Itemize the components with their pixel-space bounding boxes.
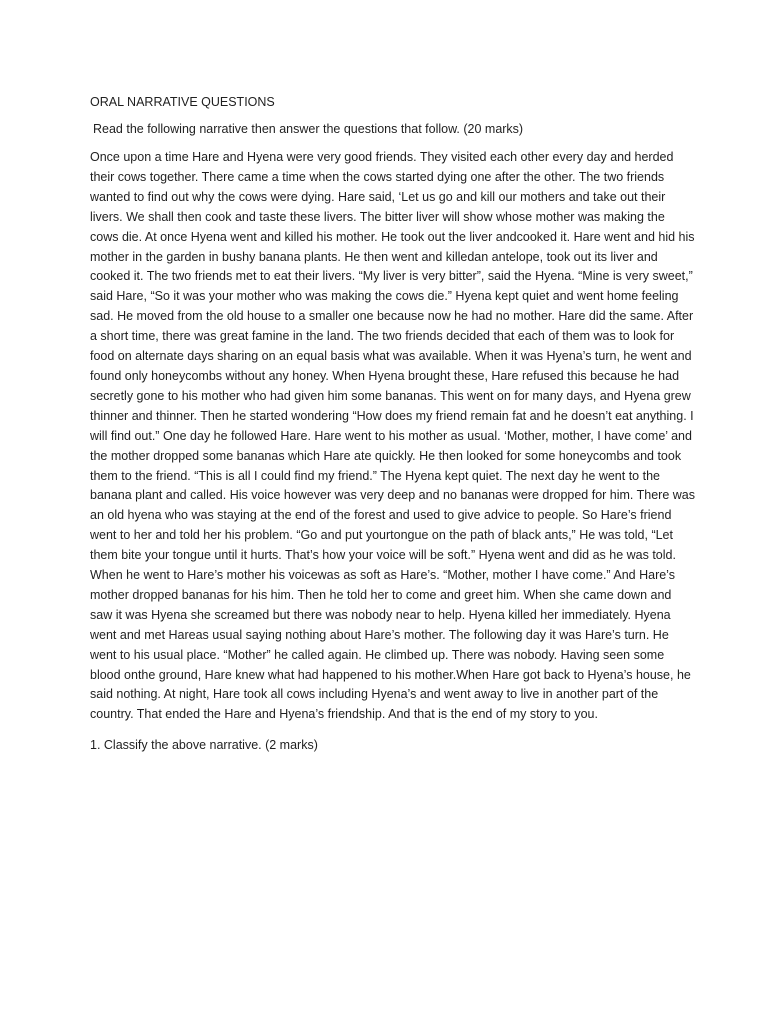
document-page: [90, 94, 695, 753]
instruction-text: Read the following narrative then answer the questions that follow. (20 marks): [93, 122, 524, 136]
question-1: 1. Classify the above narrative. (2 marks): [90, 738, 318, 753]
document-heading: ORAL NARRATIVE QUESTIONS: [90, 95, 275, 109]
narrative-paragraph: Once upon a time Hare and Hyena were very good friends. They visited each other every day and herded their cows together. There came a time when the cows started dying one after the other. The two friends wanted to find out why the cows were dying. Hare said, ‘Let us go and kill our mothers and take out their livers. We shall then cook and taste these livers. The bitter liver will show whose mother was making the cows die. At once Hyena went and killed his mother. He took out the liver andcooked it. Hare went and hid his mother in the garden in bushy banana plants. He then went and killedan antelope, took out its liver and cooked it. The two friends met to eat their livers. “My liver is very bitter”, said the Hyena. “Mine is very sweet,” said Hare, “So it was your mother who was making the cows die.” Hyena kept quiet and went home feeling sad. He moved from the old house to a smaller one because now he had no mother. Hare did the same. After a short time, there was great famine in the land. The two friends decided that each of them was to look for food on alternate days sharing on an equal basis what was available. When it was Hyena’s turn, he went and found only honeycombs without any honey. When Hyena brought these, Hare refused this because he had secretly gone to his mother who had given him some bananas. This went on for many days, and Hyena grew thinner and thinner. Then he started wondering “How does my friend remain fat and he doesn’t eat anything. I will find out.” One day he followed Hare. Hare went to his mother as usual. ‘Mother, mother, I have come’ and the mother dropped some bananas which Hare ate quickly. He then looked for some honeycombs and took them to the friend. “This is all I could find my friend.” The Hyena kept quiet. The next day he went to the banana plant and called. His voice however was very deep and no bananas were dropped for him. There was an old hyena who was staying at the end of the forest and used to give advice to people. So Hare’s friend went to her and told her his problem. “Go and put yourtongue on the path of black ants,” He was told, “Let them bite your tongue until it hurts. That’s how your voice will be soft.” Hyena went and did as he was told. When he went to Hare’s mother his voicewas as soft as Hare’s. “Mother, mother I have come.” And Hare’s mother dropped bananas for his him. Then he told her to come and greet him. When she came down and saw it was Hyena she screamed but there was nobody near to help. Hyena killed her immediately. Hyena went and met Hareas usual saying nothing about Hare’s mother. The following day it was Hare’s turn. He went to his usual place. “Mother” he called again. He climbed up. There was nobody. Having seen some blood onthe ground, Hare knew what had happened to his mother.When Hare got back to Hyena’s house, he said nothing. At night, Hare took all cows including Hyena’s and went away to live in another part of the country. That ended the Hare and Hyena’s friendship. And that is the end of my story to you.: [90, 150, 695, 722]
